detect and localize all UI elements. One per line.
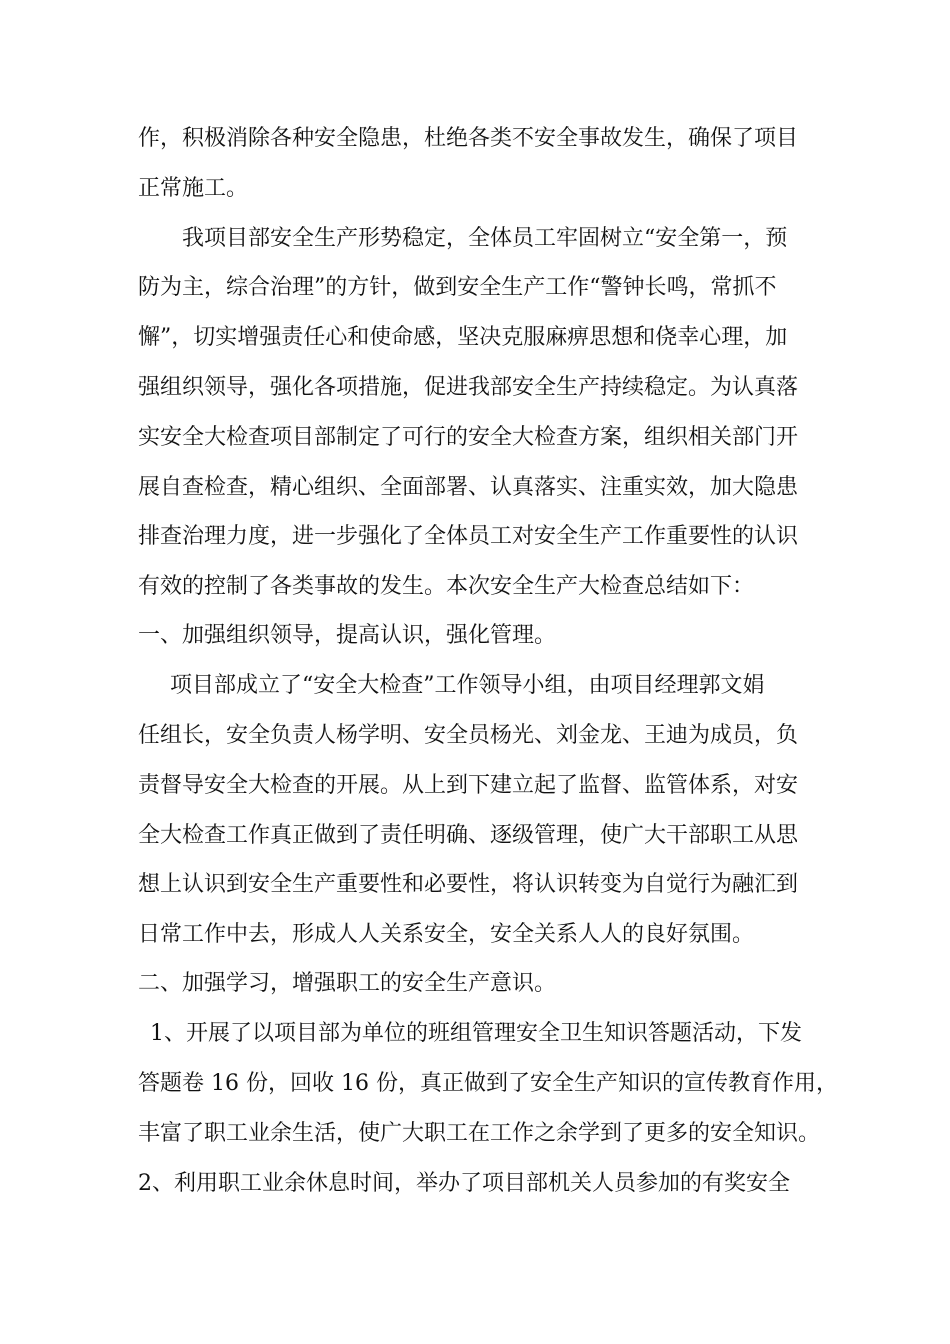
body-text-line: 想上认识到安全生产重要性和必要性，将认识转变为自觉行为融汇到 <box>138 872 799 897</box>
body-text-line: 丰富了职工业余生活，使广大职工在工作之余学到了更多的安全知识。 <box>138 1121 821 1146</box>
body-text-line: 答题卷 16 份，回收 16 份，真正做到了安全生产知识的宣传教育作用， <box>138 1071 838 1096</box>
body-text-line: 懈”，切实增强责任心和使命感，坚决克服麻痹思想和侥幸心理，加 <box>138 325 788 350</box>
body-text-line: 责督导安全大检查的开展。从上到下建立起了监督、监管体系，对安 <box>138 773 799 798</box>
paragraph-first-line: 我项目部安全生产形势稳定，全体员工牢固树立“安全第一，预 <box>182 226 788 251</box>
body-text-line: 作，积极消除各种安全隐患，杜绝各类不安全事故发生，确保了项目 <box>138 126 799 151</box>
list-item-2-first-line: 2、利用职工业余休息时间，举办了项目部机关人员参加的有奖安全 <box>138 1171 790 1196</box>
body-text-line: 全大检查工作真正做到了责任明确、逐级管理，使广大干部职工从思 <box>138 823 799 848</box>
section-heading-2: 二、加强学习，增强职工的安全生产意识。 <box>138 971 557 996</box>
body-text-line: 日常工作中去，形成人人关系安全，安全关系人人的良好氛围。 <box>138 922 755 947</box>
body-text-line: 防为主，综合治理”的方针，做到安全生产工作“警钟长鸣，常抓不 <box>138 275 777 300</box>
body-text-line: 强组织领导，强化各项措施，促进我部安全生产持续稳定。为认真落 <box>138 375 799 400</box>
body-text-line: 排查治理力度，进一步强化了全体员工对安全生产工作重要性的认识 <box>138 524 799 549</box>
body-text-line: 有效的控制了各类事故的发生。本次安全生产大检查总结如下： <box>138 574 755 599</box>
paragraph-first-line: 项目部成立了“安全大检查”工作领导小组，由项目经理郭文娟 <box>170 673 765 698</box>
body-text-line: 正常施工。 <box>138 176 249 201</box>
section-heading-1: 一、加强组织领导，提高认识，强化管理。 <box>138 623 557 648</box>
body-text-line: 展自查检查，精心组织、全面部署、认真落实、注重实效，加大隐患 <box>138 475 799 500</box>
body-text-line: 实安全大检查项目部制定了可行的安全大检查方案，组织相关部门开 <box>138 425 799 450</box>
body-text-line: 任组长，安全负责人杨学明、安全员杨光、刘金龙、王迪为成员，负 <box>138 723 799 748</box>
list-item-1-first-line: 1、开展了以项目部为单位的班组管理安全卫生知识答题活动，下发 <box>150 1021 802 1046</box>
